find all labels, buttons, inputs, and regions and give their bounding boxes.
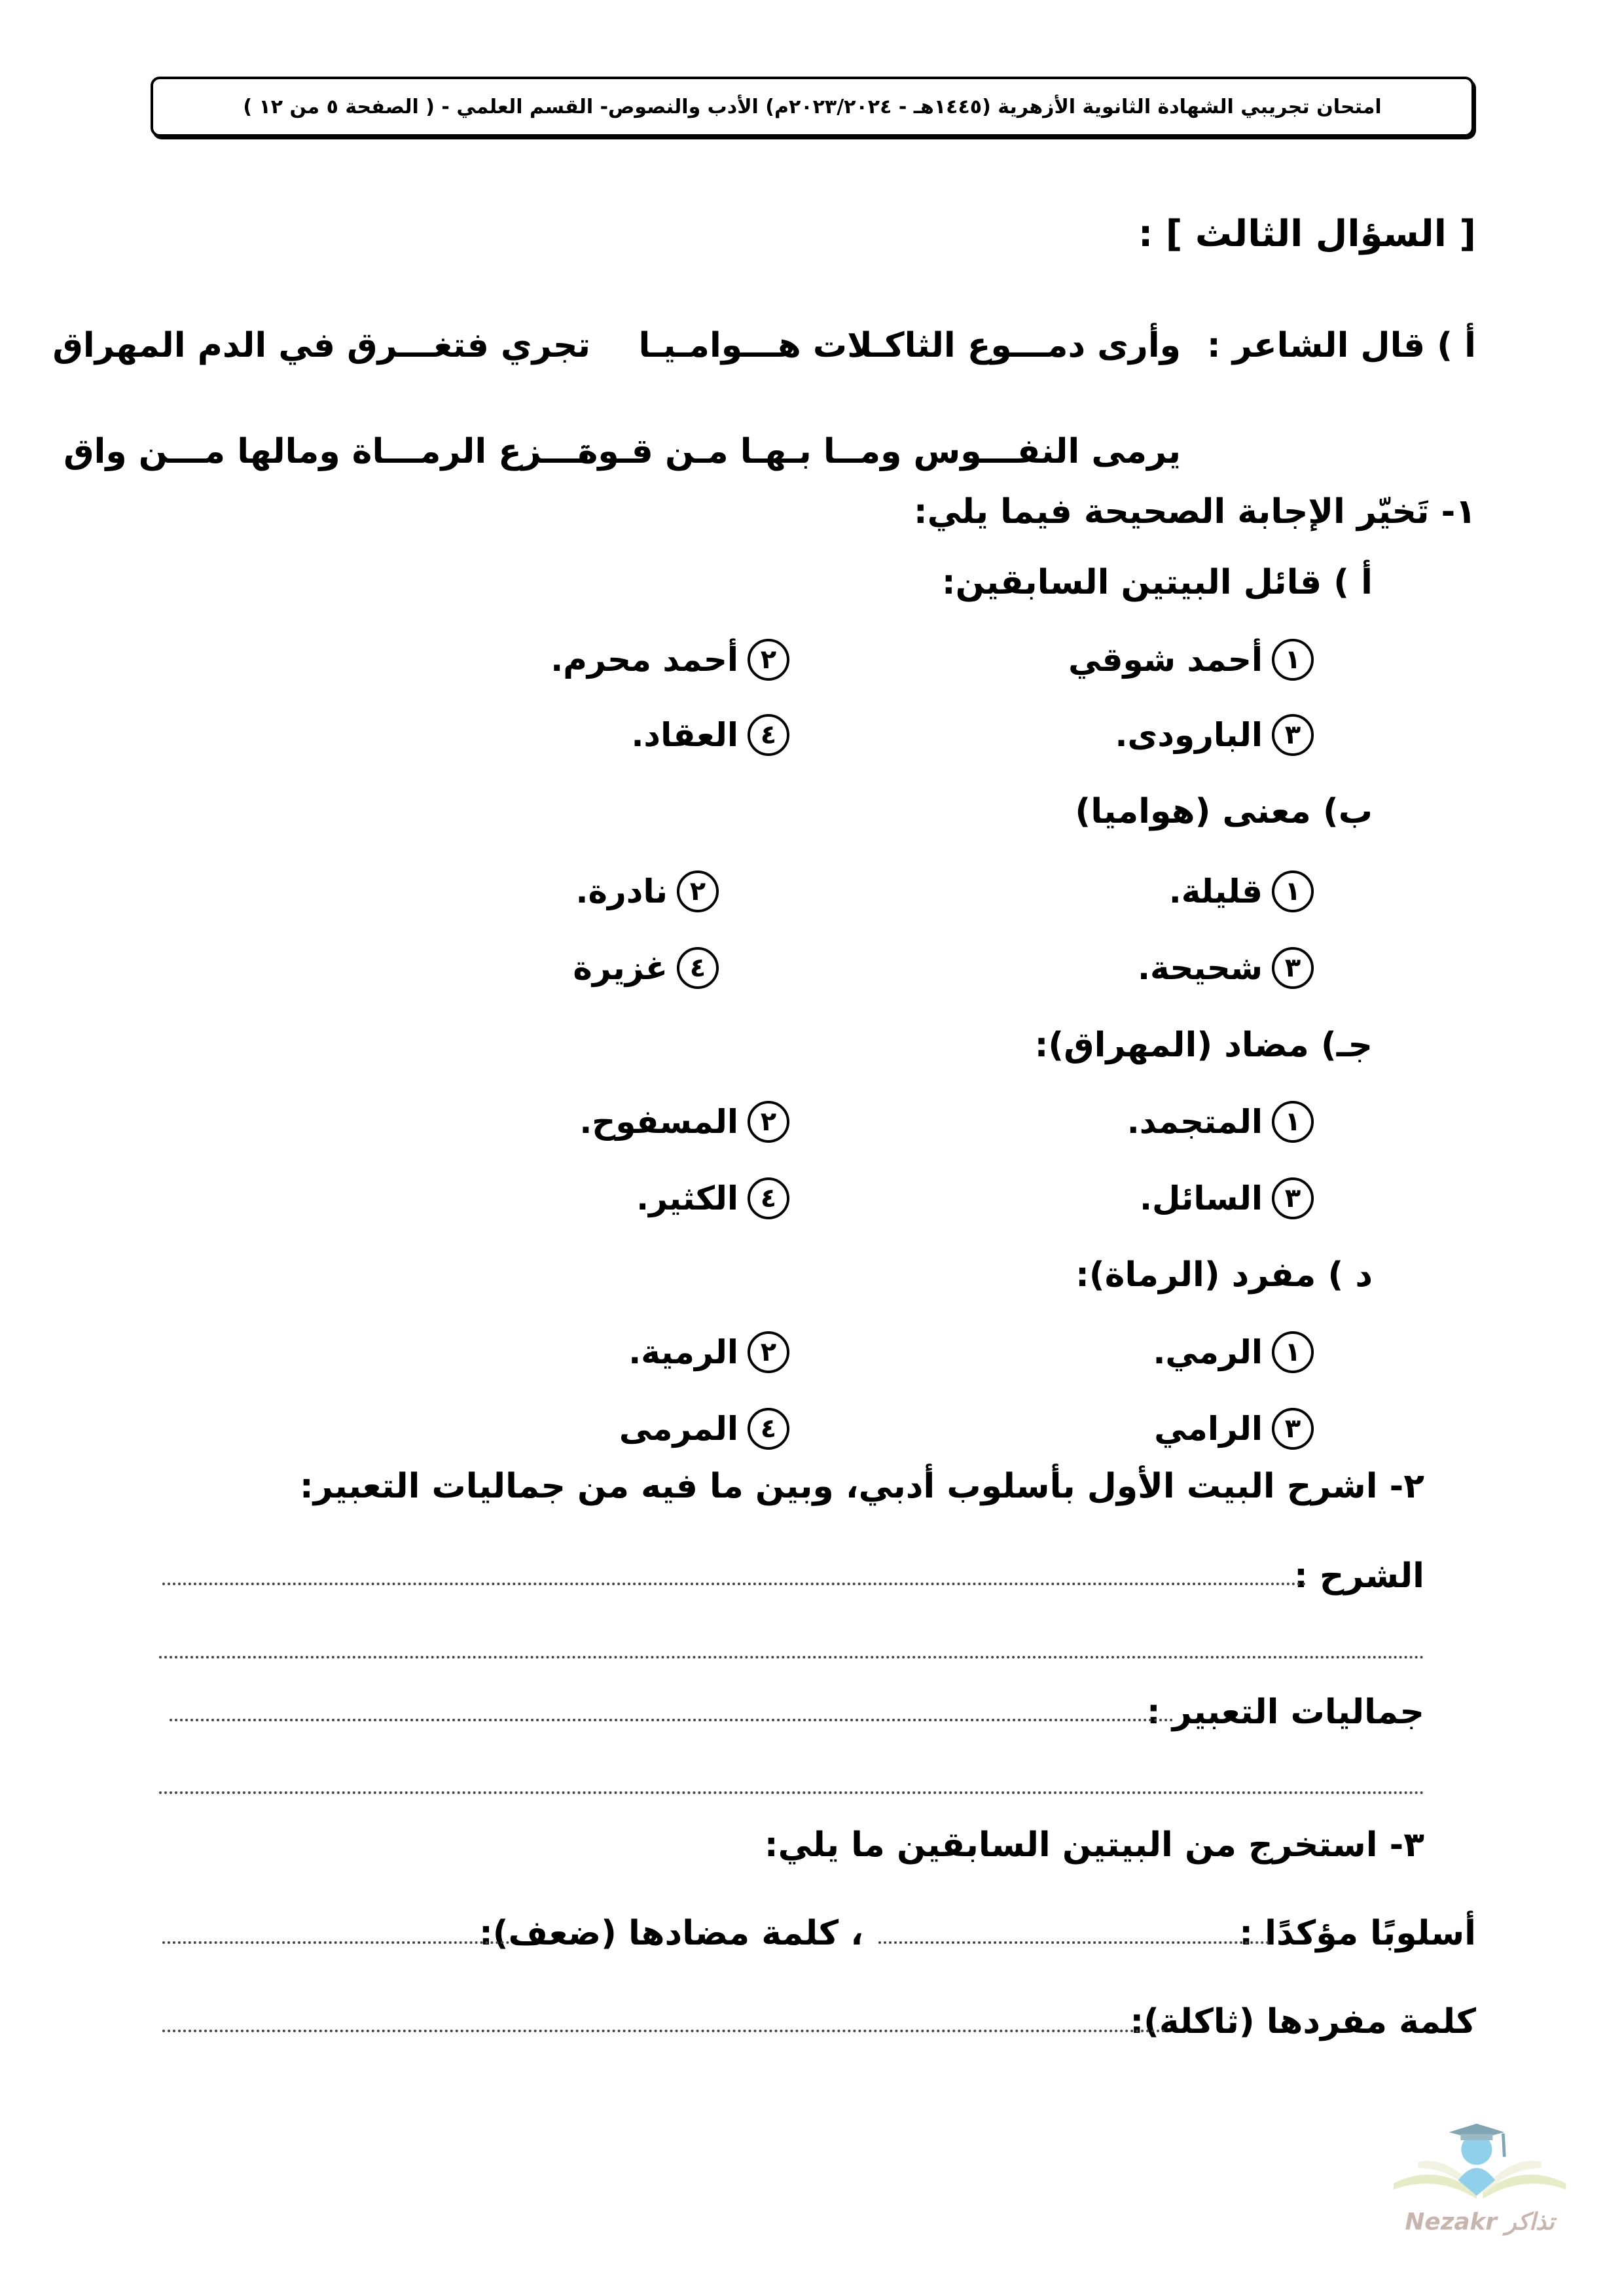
- option-text: غزيرة: [573, 949, 668, 987]
- circled-number: ٤: [748, 1177, 789, 1219]
- verse2-first: يرمى النفـــوس ومــا بـهـا مـن قـوة: [577, 432, 1181, 471]
- page-header: [151, 77, 1474, 137]
- circled-number: ٣: [1272, 947, 1314, 989]
- singular-answer-line[interactable]: [162, 2030, 1166, 2032]
- circled-number: ٢: [748, 1101, 789, 1143]
- q1c-option-1[interactable]: [1127, 1101, 1314, 1143]
- option-text: العقاد.: [631, 716, 738, 754]
- circled-number: ١: [1272, 870, 1314, 912]
- q1-heading: ١- تَخيّر الإجابة الصحيحة فيما يلي:: [913, 492, 1476, 531]
- q1d-option-3[interactable]: [1154, 1408, 1314, 1450]
- q1d-option-1[interactable]: [1153, 1331, 1314, 1373]
- q3-heading: ٣- استخرج من البيتين السابقين ما يلي:: [764, 1825, 1424, 1865]
- circled-number: ٣: [1272, 714, 1314, 756]
- q1a-label: أ ) قائل البيتين السابقين:: [941, 563, 1373, 602]
- verse1-second: تجري فتغـــرق في الدم المهراق: [52, 326, 590, 365]
- verse2-second: تـــزع الرمـــاة ومالها مـــن واق: [63, 432, 590, 471]
- aesthetics-label: جماليات التعبير :: [1146, 1693, 1424, 1732]
- circled-number: ٢: [748, 639, 789, 681]
- option-text: المرمى: [619, 1410, 738, 1448]
- circled-number: ١: [1272, 1101, 1314, 1143]
- circled-number: ٣: [1272, 1177, 1314, 1219]
- option-text: نادرة.: [575, 872, 668, 910]
- aesthetics-answer-line[interactable]: [170, 1719, 1174, 1721]
- q1b-option-3[interactable]: [1138, 947, 1314, 989]
- q1a-option-1[interactable]: [1068, 639, 1314, 681]
- option-text: السائل.: [1140, 1179, 1263, 1217]
- q1a-option-2[interactable]: [550, 639, 789, 681]
- poem-intro: أ ) قال الشاعر :: [1206, 326, 1476, 365]
- aesthetics-answer-line-2[interactable]: [159, 1791, 1424, 1794]
- option-text: الرامي: [1154, 1410, 1263, 1448]
- verse1-first: وأرى دمـــوع الثاكـلات هـــوامـيـا: [638, 326, 1181, 365]
- q1d-option-4[interactable]: [619, 1408, 789, 1450]
- q2-heading: ٢- اشرح البيت الأول بأسلوب أدبي، وبين ما فيه من جماليات التعبير:: [299, 1467, 1424, 1506]
- q1c-option-4[interactable]: [636, 1177, 789, 1219]
- q1c-label: جـ) مضاد (المهراق):: [1034, 1026, 1373, 1065]
- option-text: المتجمد.: [1127, 1103, 1263, 1141]
- option-text: الرمي.: [1153, 1333, 1263, 1371]
- q1d-option-2[interactable]: [628, 1331, 789, 1373]
- explain-label: الشرح :: [1294, 1556, 1424, 1596]
- option-text: الكثير.: [636, 1179, 738, 1217]
- q1d-label: د ) مفرد (الرماة):: [1075, 1255, 1373, 1295]
- circled-number: ٣: [1272, 1408, 1314, 1450]
- circled-number: ٢: [748, 1331, 789, 1373]
- q1a-option-3[interactable]: [1115, 714, 1314, 756]
- option-text: الرمية.: [628, 1333, 738, 1371]
- nezakr-logo: [1381, 2117, 1591, 2268]
- circled-number: ٤: [748, 714, 789, 756]
- q1b-option-1[interactable]: [1169, 870, 1314, 912]
- q1b-option-4[interactable]: [573, 947, 719, 989]
- circled-number: ١: [1272, 1331, 1314, 1373]
- option-text: شحيحة.: [1138, 949, 1263, 987]
- emphatic-answer-line[interactable]: [878, 1941, 1269, 1944]
- singular-label: كلمة مفردها (ثاكلة):: [1130, 2002, 1476, 2041]
- option-text: البارودى.: [1115, 716, 1263, 754]
- header-text: امتحان تجريبي الشهادة الثانوية الأزهرية (١٤٤٥هـ - ٢٠٢٣/٢٠٢٤م) الأدب والنصوص- القسم العلمي - ( الصفحة ٥ من ١٢ ): [243, 95, 1382, 118]
- circled-number: ٤: [748, 1408, 789, 1450]
- q1a-option-4[interactable]: [631, 714, 789, 756]
- q1b-label: ب) معنى (هواميا): [1075, 792, 1373, 831]
- option-text: قليلة.: [1168, 872, 1263, 910]
- question-title: [ السؤال الثالث ] :: [1138, 213, 1476, 255]
- explain-answer-line-2[interactable]: [159, 1656, 1424, 1659]
- option-text: أحمد محرم.: [550, 641, 738, 679]
- circled-number: ٢: [677, 870, 719, 912]
- emphatic-label: أسلوبًا مؤكدًا :: [1239, 1914, 1476, 1953]
- q1b-option-2[interactable]: [575, 870, 719, 912]
- circled-number: ٤: [677, 947, 719, 989]
- circled-number: ١: [1272, 639, 1314, 681]
- q1c-option-2[interactable]: [579, 1101, 789, 1143]
- antonym-label: ، كلمة مضادها (ضعف):: [478, 1914, 863, 1953]
- explain-answer-line[interactable]: [162, 1583, 1307, 1585]
- svg-text:Nezakr تذاكر: Nezakr تذاكر: [1405, 2208, 1555, 2236]
- antonym-answer-line[interactable]: [162, 1941, 509, 1944]
- option-text: المسفوح.: [579, 1103, 738, 1141]
- q1c-option-3[interactable]: [1140, 1177, 1314, 1219]
- option-text: أحمد شوقي: [1068, 641, 1263, 679]
